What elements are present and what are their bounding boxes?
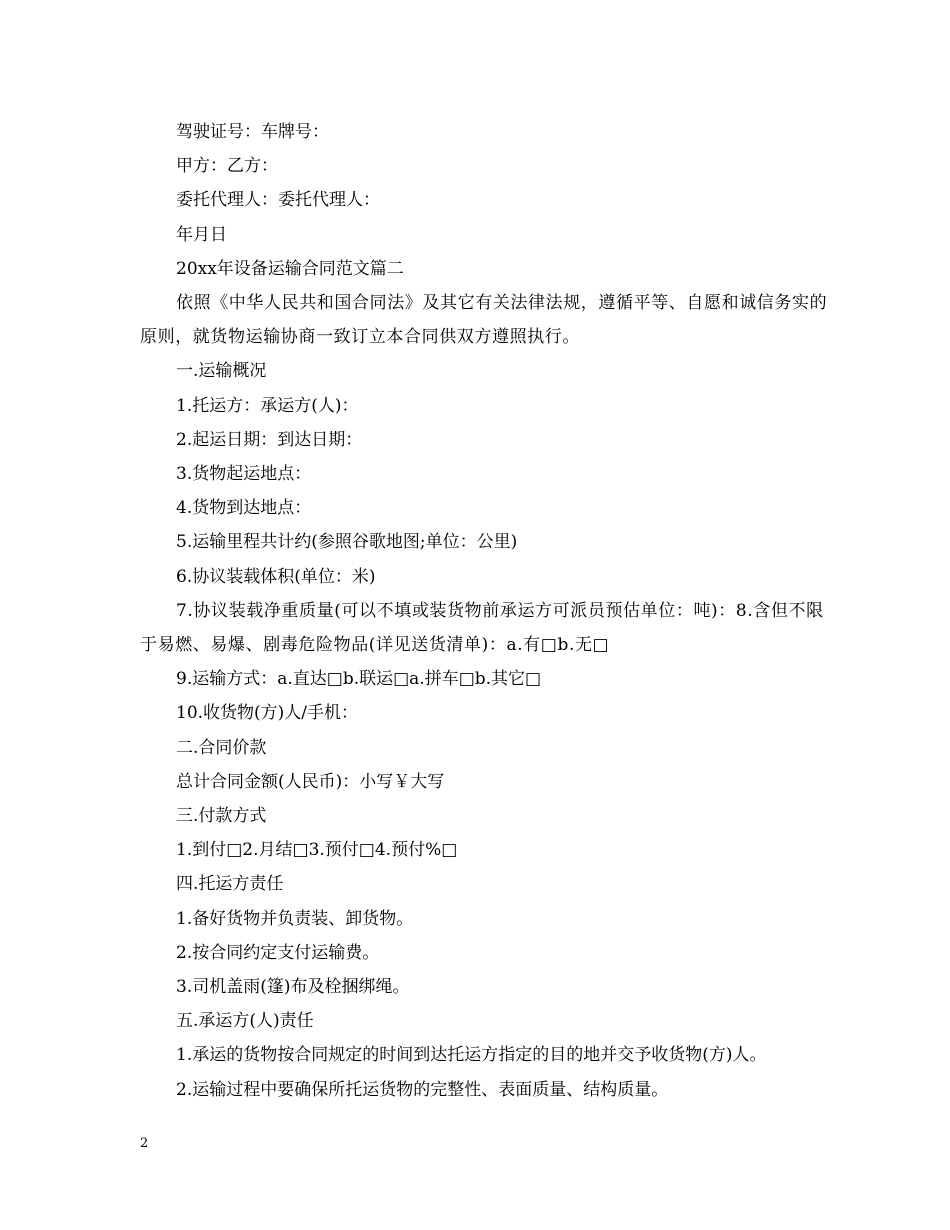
item-shipper-duty-3: 3.司机盖雨(篷)布及栓捆绑绳。 bbox=[176, 977, 410, 998]
item-mileage: 5.运输里程共计约(参照谷歌地图;单位：公里) bbox=[176, 532, 518, 553]
heading-payment-method: 三.付款方式 bbox=[176, 806, 267, 827]
item-transport-mode: 9.运输方式：a.直达□b.联运□a.拼车□b.其它□ bbox=[176, 669, 542, 690]
section-title: 20xx年设备运输合同范文篇二 bbox=[176, 258, 404, 279]
paragraph-license-plate: 驾驶证号：车牌号： bbox=[176, 122, 329, 142]
item-volume: 6.协议装载体积(单位：米) bbox=[176, 566, 376, 587]
item-total-amount: 总计合同金额(人民币)：小写￥大写 bbox=[176, 771, 445, 792]
item-shipper-duty-1: 1.备好货物并负责装、卸货物。 bbox=[176, 908, 414, 929]
heading-carrier-duties: 五.承运方(人)责任 bbox=[176, 1011, 314, 1032]
paragraph-agents: 委托代理人：委托代理人： bbox=[176, 190, 380, 211]
item-consignee: 10.收货物(方)人/手机： bbox=[176, 703, 359, 724]
item-shipper-carrier: 1.托运方：承运方(人)： bbox=[176, 395, 359, 416]
item-weight-hazard: 7.协议装载净重质量(可以不填或装货物前承运方可派员预估单位：吨)：8.含但不限于易燃、易爆、剧毒危险物品(详见送货清单)：a.有□b.无□ bbox=[140, 600, 824, 656]
item-carrier-duty-1: 1.承运的货物按合同规定的时间到达托运方指定的目的地并交予收货物(方)人。 bbox=[176, 1045, 767, 1066]
item-origin: 3.货物起运地点： bbox=[176, 464, 312, 485]
page-number: 2 bbox=[140, 1136, 149, 1151]
heading-shipper-duties: 四.托运方责任 bbox=[176, 874, 284, 895]
heading-contract-price: 二.合同价款 bbox=[176, 737, 267, 758]
document-body bbox=[140, 115, 830, 1107]
item-carrier-duty-2: 2.运输过程中要确保所托运货物的完整性、表面质量、结构质量。 bbox=[176, 1079, 669, 1100]
paragraph-intro: 依照《中华人民共和国合同法》及其它有关法律法规，遵循平等、自愿和诚信务实的原则，就货物运输协商一致订立本合同供双方遵照执行。 bbox=[140, 293, 828, 348]
paragraph-date: 年月日 bbox=[176, 224, 227, 245]
paragraph-party-a-b: 甲方：乙方： bbox=[176, 156, 278, 177]
heading-transport-overview: 一.运输概况 bbox=[176, 361, 267, 382]
item-dates: 2.起运日期：到达日期： bbox=[176, 429, 363, 450]
item-payment-options: 1.到付□2.月结□3.预付□4.预付%□ bbox=[176, 840, 458, 861]
item-shipper-duty-2: 2.按合同约定支付运输费。 bbox=[176, 942, 380, 963]
item-destination: 4.货物到达地点： bbox=[176, 498, 312, 519]
